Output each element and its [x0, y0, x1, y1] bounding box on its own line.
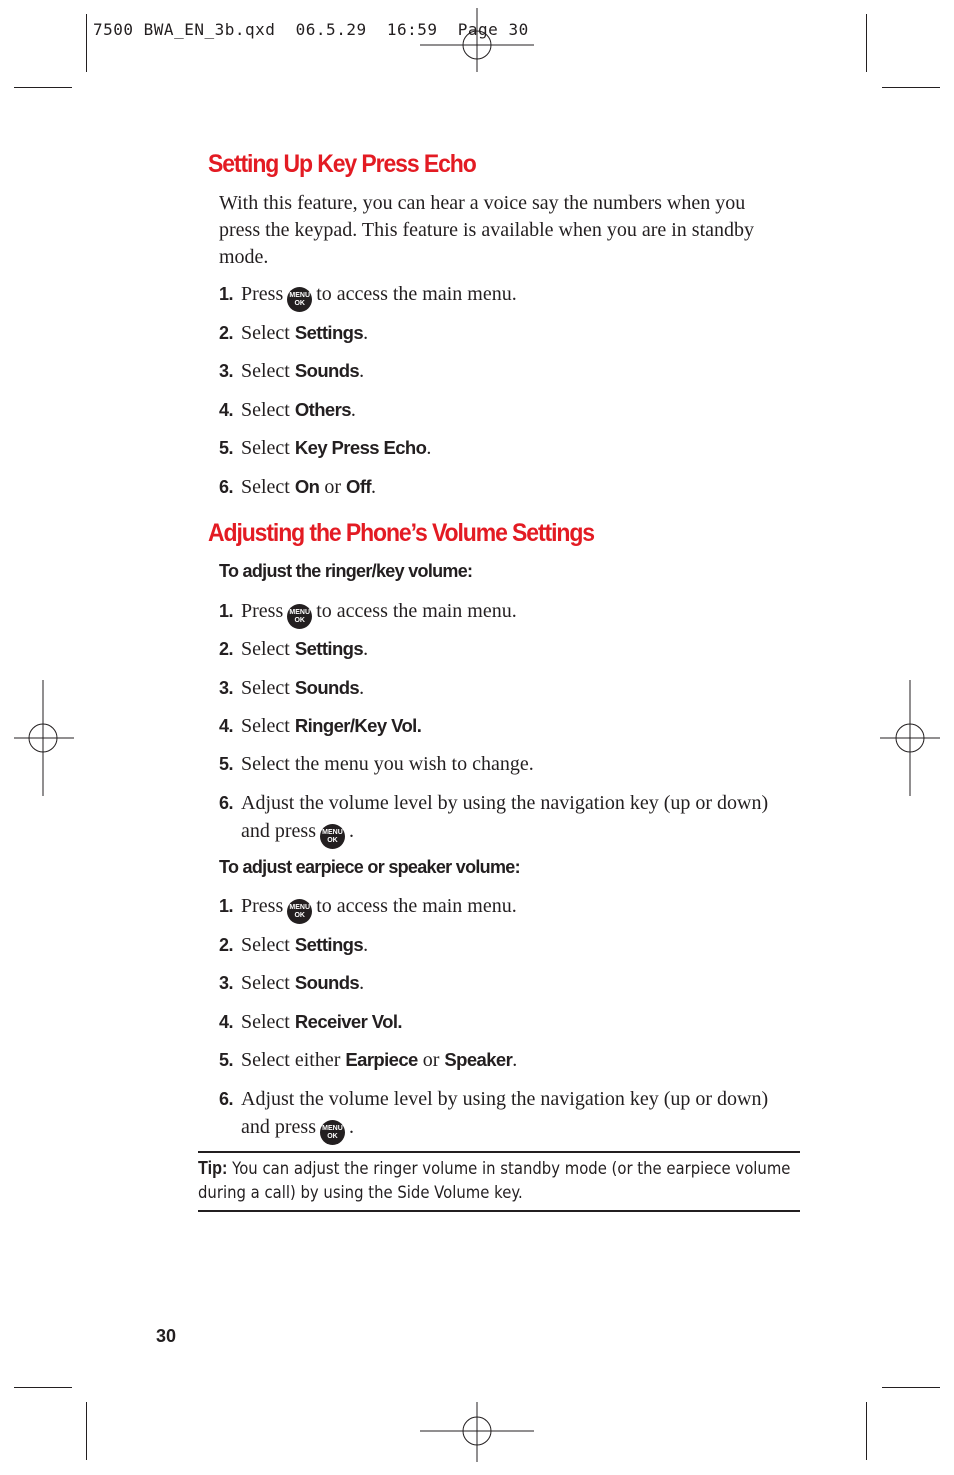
crop-mark	[866, 1402, 867, 1460]
step: 1. Press MENU OK to access the main menu.	[219, 280, 517, 312]
crop-mark	[882, 87, 940, 88]
step-number: 1.	[219, 896, 234, 916]
menu-ok-icon: MENU OK	[287, 287, 312, 312]
step-number: 4.	[219, 400, 234, 420]
menu-key-label: Settings	[294, 322, 364, 343]
step-number: 2.	[219, 639, 234, 659]
section-title-key-press-echo: Setting Up Key Press Echo	[208, 150, 476, 178]
crop-mark	[14, 87, 72, 88]
step: 5. Select Key Press Echo.	[219, 434, 431, 462]
tip-label: Tip:	[198, 1158, 228, 1178]
step: 4. Select Ringer/Key Vol.	[219, 712, 421, 740]
menu-key-label: On	[294, 476, 320, 497]
print-slug: 7500 BWA_EN_3b.qxd 06.5.29 16:59 Page 30	[93, 20, 529, 39]
step-number: 2.	[219, 323, 234, 343]
step-number: 3.	[219, 361, 234, 381]
step: 6. Select On or Off.	[219, 473, 376, 501]
menu-ok-icon: MENU OK	[320, 1120, 345, 1145]
tip-text: You can adjust the ringer volume in standby mode (or the earpiece volume during a call) by using the Side Volume key.	[198, 1159, 791, 1202]
step-number: 5.	[219, 1050, 234, 1070]
menu-ok-icon: MENU OK	[287, 899, 312, 924]
step-number: 6.	[219, 477, 234, 497]
menu-key-label: Settings	[294, 934, 364, 955]
tip-box	[198, 1156, 797, 1205]
step-number: 3.	[219, 973, 234, 993]
step: 2. Select Settings.	[219, 931, 368, 959]
menu-ok-icon: MENU OK	[320, 824, 345, 849]
page-number: 30	[156, 1326, 177, 1346]
tip-rule-bottom	[198, 1210, 800, 1212]
menu-ok-icon: MENU OK	[287, 604, 312, 629]
step: 4. Select Others.	[219, 396, 356, 424]
step: 2. Select Settings.	[219, 319, 368, 347]
registration-mark-right	[880, 680, 940, 796]
tip-rule-top	[198, 1151, 800, 1153]
menu-key-label: Settings	[294, 638, 364, 659]
subheading-ringer-volume: To adjust the ringer/key volume:	[219, 561, 473, 581]
step: 3. Select Sounds.	[219, 969, 364, 997]
step: 1. Press MENU OK to access the main menu.	[219, 892, 517, 924]
step: 5. Select either Earpiece or Speaker.	[219, 1046, 517, 1074]
menu-key-label: Receiver Vol.	[294, 1011, 402, 1032]
step: 6. Adjust the volume level by using the navigation key (up or down) and press MENU OK .	[219, 1085, 779, 1145]
subheading-earpiece-volume: To adjust earpiece or speaker volume:	[219, 857, 520, 877]
crop-mark	[866, 14, 867, 72]
step-number: 5.	[219, 438, 234, 458]
menu-key-label: Ringer/Key Vol.	[294, 715, 422, 736]
menu-key-label: Speaker	[444, 1049, 513, 1070]
registration-mark-top	[420, 8, 534, 72]
step-number: 3.	[219, 678, 234, 698]
step-number: 1.	[219, 601, 234, 621]
section-title-volume-settings: Adjusting the Phone’s Volume Settings	[208, 519, 594, 547]
step-number: 6.	[219, 1089, 234, 1109]
step: 6. Adjust the volume level by using the navigation key (up or down) and press MENU OK .	[219, 789, 779, 849]
section-intro: With this feature, you can hear a voice say the numbers when you press the keypad. This feature is available when you are in standby mode.	[219, 192, 755, 268]
registration-mark-left	[14, 680, 74, 796]
menu-key-label: Sounds	[294, 677, 360, 698]
step: 4. Select Receiver Vol.	[219, 1008, 402, 1036]
menu-key-label: Key Press Echo	[294, 437, 427, 458]
step-number: 5.	[219, 754, 234, 774]
step-number: 4.	[219, 1012, 234, 1032]
step: 2. Select Settings.	[219, 635, 368, 663]
crop-mark	[882, 1387, 940, 1388]
step: 1. Press MENU OK to access the main menu.	[219, 597, 517, 629]
menu-key-label: Sounds	[294, 360, 360, 381]
step-number: 1.	[219, 284, 234, 304]
crop-mark	[86, 1402, 87, 1460]
menu-key-label: Sounds	[294, 972, 360, 993]
menu-key-label: Off	[346, 476, 371, 497]
step: 5. Select the menu you wish to change.	[219, 750, 534, 778]
step: 3. Select Sounds.	[219, 674, 364, 702]
step-number: 6.	[219, 793, 234, 813]
crop-mark	[14, 1387, 72, 1388]
menu-key-label: Earpiece	[345, 1049, 418, 1070]
step: 3. Select Sounds.	[219, 357, 364, 385]
registration-mark-bottom	[420, 1402, 534, 1462]
step-number: 2.	[219, 935, 234, 955]
crop-mark	[86, 14, 87, 72]
step-number: 4.	[219, 716, 234, 736]
menu-key-label: Others	[294, 399, 351, 420]
